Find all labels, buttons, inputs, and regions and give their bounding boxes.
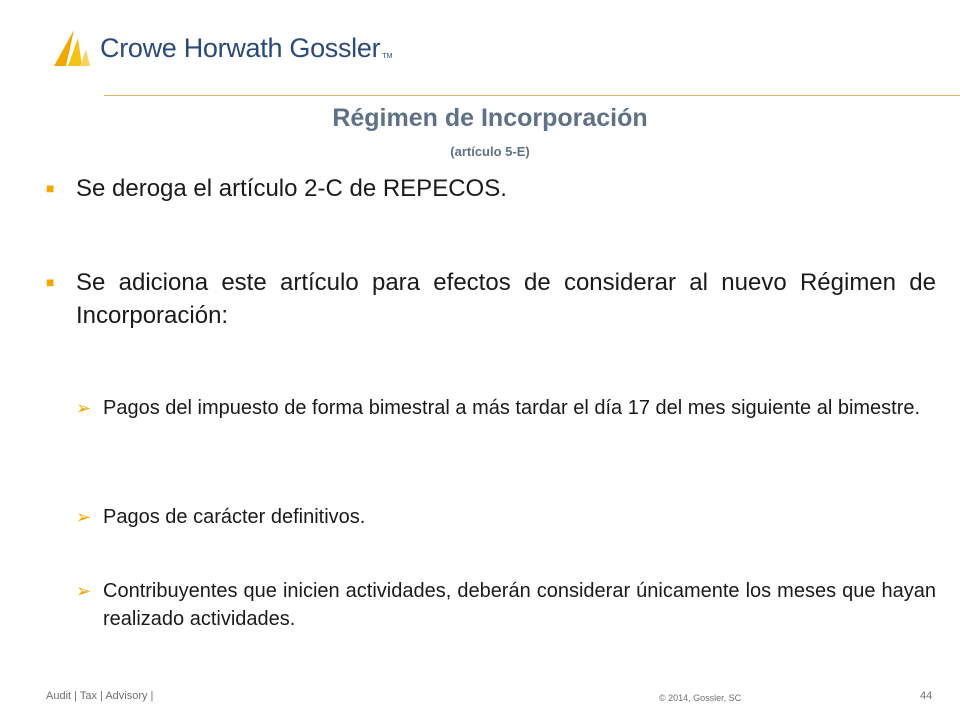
arrow-bullet-icon: ➢ [76, 398, 92, 418]
bullet-item [46, 266, 936, 332]
sub-bullet-item [76, 394, 936, 422]
bullet-item [46, 172, 936, 205]
slide-title: Régimen de Incorporación [332, 104, 648, 132]
square-bullet-icon: ■ [46, 274, 55, 290]
square-bullet-icon: ■ [46, 180, 55, 196]
page-number: 44 [920, 690, 933, 702]
bullet-text: Se adiciona este artículo para efectos de considerar al nuevo Régimen de Incorporación: [76, 269, 936, 329]
logo-trademark: TM [382, 53, 393, 60]
bullet-text: Se deroga el artículo 2-C de REPECOS. [76, 175, 507, 202]
sub-bullet-item [76, 503, 936, 531]
logo-text: Crowe Horwath Gossler [100, 32, 381, 63]
footer-services: Audit | Tax | Advisory | [46, 690, 154, 702]
sub-bullet-text: Pagos de carácter definitivos. [103, 506, 366, 528]
sub-bullet-item [76, 577, 936, 633]
slide-subtitle: (artículo 5-E) [450, 144, 530, 159]
footer-copyright: © 2014, Gossler, SC [659, 693, 742, 703]
crowe-logo-icon [52, 28, 96, 68]
sub-bullet-text: Contribuyentes que inicien actividades, deberán considerar únicamente los meses que hayan realizado actividades. [103, 580, 936, 630]
header-divider [104, 95, 960, 96]
company-logo [52, 28, 392, 68]
arrow-bullet-icon: ➢ [76, 507, 92, 527]
sub-bullet-text: Pagos del impuesto de forma bimestral a más tardar el día 17 del mes siguiente al bimestre. [103, 397, 921, 419]
arrow-bullet-icon: ➢ [76, 581, 92, 601]
